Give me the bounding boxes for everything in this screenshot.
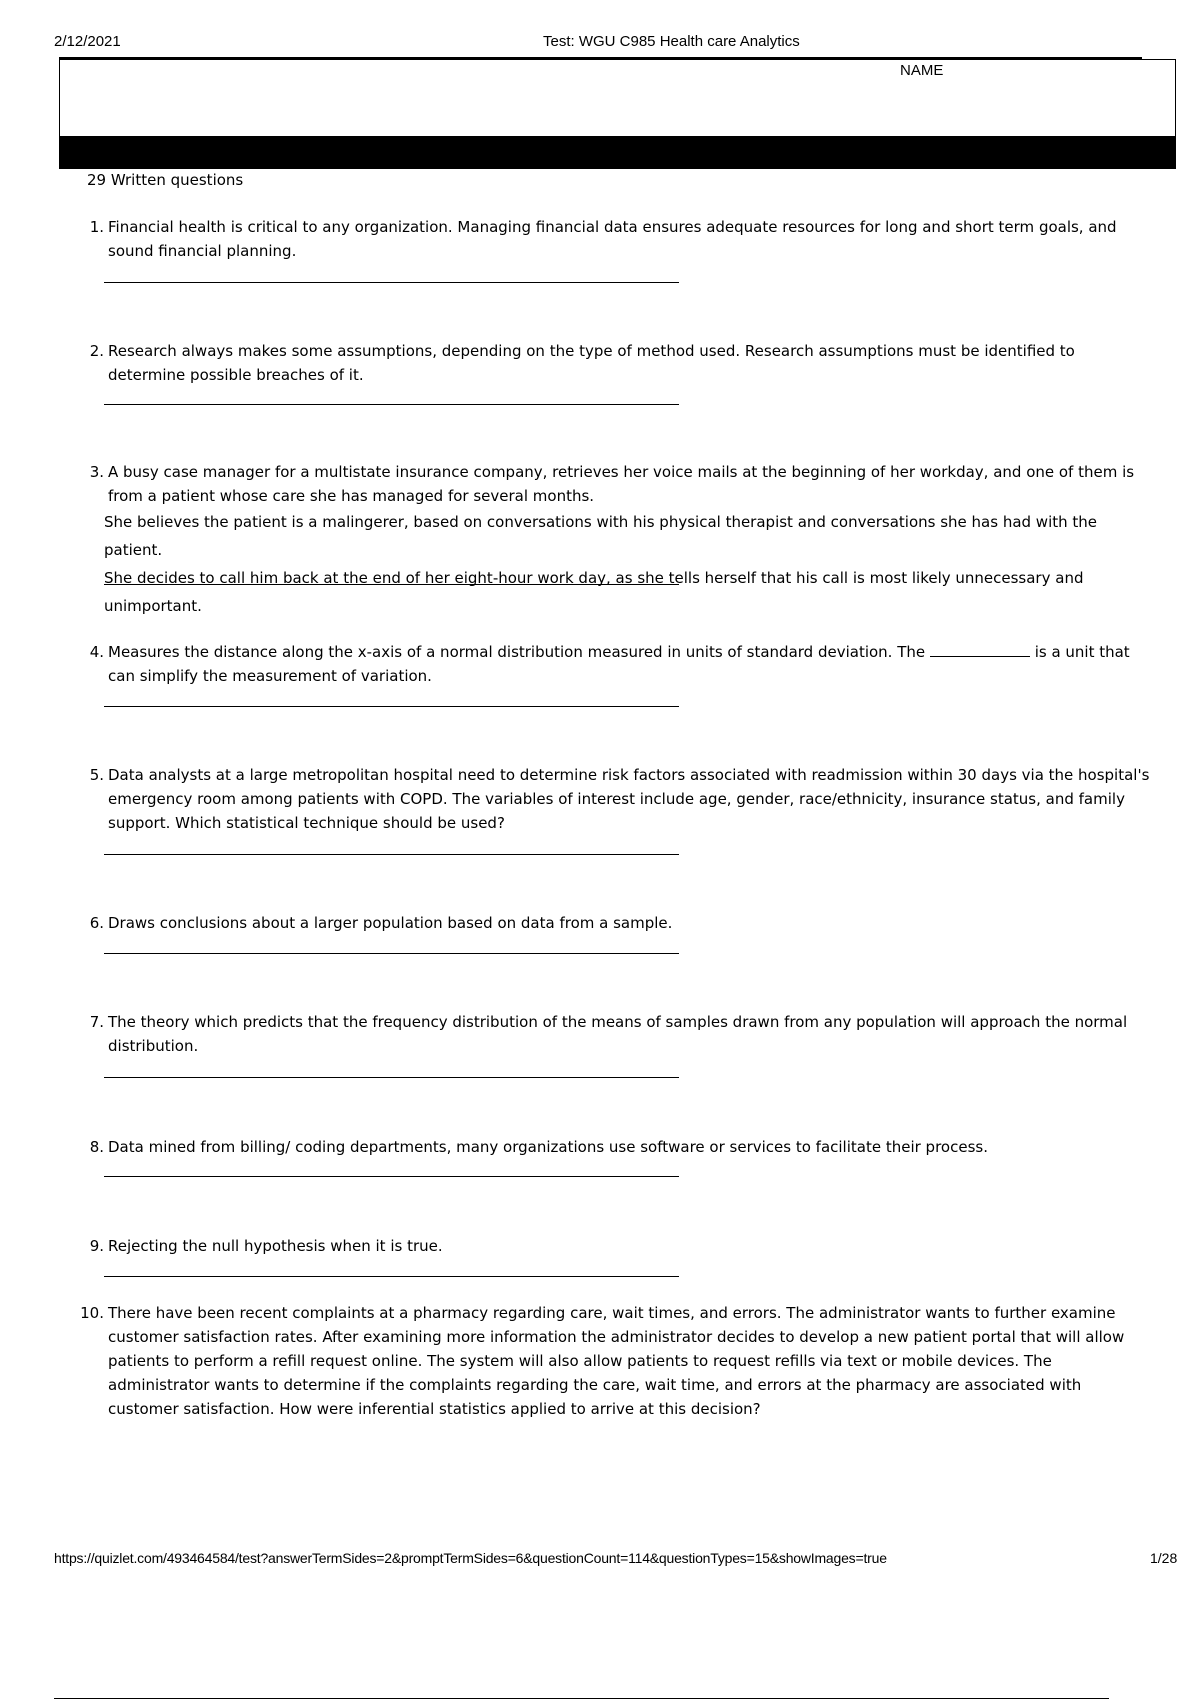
- question-number: 2.: [89, 342, 104, 360]
- answer-line-9[interactable]: [104, 1276, 679, 1277]
- question-text-part: is a unit that can simplify the measurement of variation.: [108, 643, 1130, 685]
- question-text: [108, 640, 1156, 688]
- name-box: [59, 59, 1176, 137]
- question-text-extra: She decides to call him back at the end of her eight-hour work day, as she tells herself that his call is most likely unnecessary and unimportant.: [104, 569, 1084, 615]
- answer-line-5[interactable]: [104, 854, 679, 855]
- answer-line-1[interactable]: [104, 282, 679, 283]
- black-bar: [59, 137, 1176, 169]
- bottom-rule: [54, 1698, 1109, 1699]
- question-number: 8.: [89, 1138, 104, 1156]
- question-text-part: Measures the distance along the x-axis of a normal distribution measured in units of standard deviation. The: [108, 643, 926, 661]
- question-5: [76, 763, 1156, 835]
- inline-blank[interactable]: [930, 642, 1030, 657]
- question-number: 6.: [89, 914, 104, 932]
- question-text: Data analysts at a large metropolitan hospital need to determine risk factors associated with readmission within 30 days via the hospital's emergency room among patients with COPD. The variables of interest include age, gender, race/ethnicity, insurance status, and family support. Which statistical technique should be used?: [108, 766, 1150, 832]
- question-count: 29 Written questions: [87, 171, 244, 189]
- question-number: 4.: [89, 643, 104, 661]
- answer-line-8[interactable]: [104, 1176, 679, 1177]
- answer-line-7[interactable]: [104, 1077, 679, 1078]
- question-3: [76, 460, 1156, 620]
- question-number: 9.: [89, 1237, 104, 1255]
- question-text: Rejecting the null hypothesis when it is true.: [108, 1237, 443, 1255]
- question-number: 7.: [89, 1013, 104, 1031]
- question-number: 5.: [89, 766, 104, 784]
- question-number: 1.: [89, 218, 104, 236]
- question-text: Draws conclusions about a larger population based on data from a sample.: [108, 914, 673, 932]
- question-6: [76, 911, 1156, 935]
- question-2: [76, 339, 1156, 387]
- page-number: 1/28: [1150, 1550, 1178, 1566]
- question-text: A busy case manager for a multistate insurance company, retrieves her voice mails at the beginning of her workday, and one of them is from a patient whose care she has managed for several months.: [108, 463, 1135, 505]
- page-title: Test: WGU C985 Health care Analytics: [543, 33, 800, 50]
- question-7: [76, 1010, 1156, 1058]
- footer-url: https://quizlet.com/493464584/test?answerTermSides=2&promptTermSides=6&questionCount=114&questionTypes=15&showImages=true: [54, 1550, 887, 1566]
- name-label: NAME: [900, 62, 944, 79]
- question-text: Research always makes some assumptions, depending on the type of method used. Research assumptions must be identified to determine possible breaches of it.: [108, 342, 1075, 384]
- answer-line-4[interactable]: [104, 706, 679, 707]
- answer-line-3[interactable]: [104, 584, 679, 585]
- print-date: 2/12/2021: [54, 33, 121, 50]
- question-text: There have been recent complaints at a pharmacy regarding care, wait times, and errors. The administrator wants to further examine customer satisfaction rates. After examining more information the administrator decides to develop a new patient portal that will allow patients to perform a refill request online. The system will also allow patients to request refills via text or mobile devices. The administrator wants to determine if the complaints regarding the care, wait time, and errors at the pharmacy are associated with customer satisfaction. How were inferential statistics applied to arrive at this decision?: [108, 1304, 1125, 1418]
- question-text: Data mined from billing/ coding departments, many organizations use software or services to facilitate their process.: [108, 1138, 988, 1156]
- question-9: [76, 1234, 1156, 1258]
- question-text-extra: She believes the patient is a malingerer, based on conversations with his physical therapist and conversations she has had with the patient.: [104, 513, 1098, 559]
- question-text: Financial health is critical to any organization. Managing financial data ensures adequate resources for long and short term goals, and sound financial planning.: [108, 218, 1117, 260]
- question-1: [76, 215, 1156, 263]
- question-8: [76, 1135, 1156, 1159]
- question-number: 10.: [80, 1304, 104, 1322]
- question-10: [76, 1301, 1156, 1421]
- question-text: The theory which predicts that the frequency distribution of the means of samples drawn from any population will approach the normal distribution.: [108, 1013, 1128, 1055]
- question-number: 3.: [89, 463, 104, 481]
- answer-line-2[interactable]: [104, 404, 679, 405]
- question-4: [76, 640, 1156, 688]
- answer-line-6[interactable]: [104, 953, 679, 954]
